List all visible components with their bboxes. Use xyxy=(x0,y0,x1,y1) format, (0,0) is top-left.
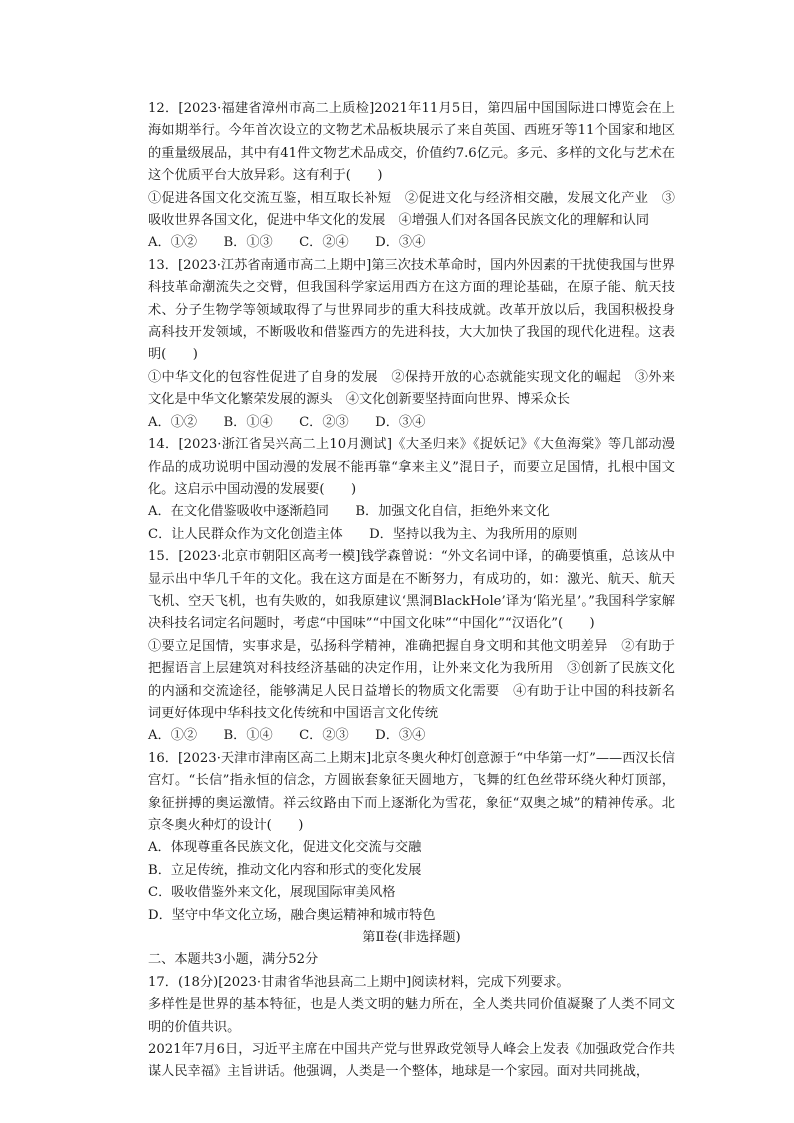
question-17-paragraph-1: 多样性是世界的基本特征，也是人类文明的魅力所在，全人类共同价值凝聚了人类不同文明的价值共识。 xyxy=(148,997,675,1035)
question-12-choices: A．①② B．①③ C．②④ D．③④ xyxy=(148,235,426,251)
document-page xyxy=(148,98,675,1084)
question-16-choice-c: C．吸收借鉴外来文化，展现国际审美风格 xyxy=(148,885,396,901)
question-12-items: ①促进各国文化交流互鉴，相互取长补短 ②促进文化与经济相交融，发展文化产业 ③吸收世界各国文化，促进中华文化的发展 ④增强人们对各国各民族文化的理解和认同 xyxy=(148,190,675,229)
question-15-stem: 15．[2023·北京市朝阳区高考一模]钱学森曾说：“外文名词中译，的确要慎重，总该从中显示出中华几千年的文化。我在这方面是在不断努力，有成功的，如：激光、航天、航天飞机、空天飞机，也有失败的，如我原建议‘黑洞BlackHole’译为‘陷光星’。”我国科学家解决科技名词定名问题时，考虑“中国味”“中国文化味”“中国化”“汉语化”( ) xyxy=(148,549,675,632)
question-16-choice-b: B．立足传统，推动文化内容和形式的变化发展 xyxy=(148,862,422,878)
question-17-stem: 17．(18分)[2023·甘肃省华池县高二上期中]阅读材料，完成下列要求。 xyxy=(148,974,570,990)
question-13-stem: 13．[2023·江苏省南通市高二上期中]第三次技术革命时，国内外因素的干扰使我国与世界科技革命潮流失之交臂，但我国科学家运用西方在这方面的理论基础，在原子能、航天技术、分子生物学等领域取得了与世界同步的重大科技成就。改革开放以后，我国积极投身高科技开发领域，不断吸收和借鉴西方的先进科技，大大加快了我国的现代化进程。这表明( ) xyxy=(148,257,675,363)
question-13-choices: A．①② B．①④ C．②③ D．③④ xyxy=(148,414,426,430)
question-15-choices: A．①② B．①④ C．②③ D．③④ xyxy=(148,728,426,744)
question-16-choice-a: A．体现尊重各民族文化，促进文化交流与交融 xyxy=(148,840,422,856)
question-12-stem: 12．[2023·福建省漳州市高二上质检]2021年11月5日，第四届中国国际进口博览会在上海如期举行。今年首次设立的文物艺术品板块展示了来自英国、西班牙等11个国家和地区的重量级展品，其中有41件文物艺术品成交，价值约7.6亿元。多元、多样的文化与艺术在这个优质平台大放异彩。这有利于( ) xyxy=(148,101,675,184)
question-16-stem: 16．[2023·天津市津南区高二上期末]北京冬奥火种灯创意源于“中华第一灯”——西汉长信宫灯。“长信”指永恒的信念，方圆嵌套象征天圆地方，飞舞的红色丝带环绕火种灯顶部，象征拼搏的奥运激情。祥云纹路由下而上逐渐化为雪花，象征“双奥之城”的精神传承。北京冬奥火种灯的设计( ) xyxy=(148,750,675,833)
section-intro: 二、本题共3小题，满分52分 xyxy=(148,952,319,968)
section-title: 第Ⅱ卷(非选择题) xyxy=(362,930,461,946)
question-17-paragraph-2: 2021年7月6日，习近平主席在中国共产党与世界政党领导人峰会上发表《加强政党合作共谋人民幸福》主旨讲话。他强调，人类是一个整体，地球是一个家园。面对共同挑战， xyxy=(148,1042,675,1080)
question-16-choice-d: D．坚守中华文化立场，融合奥运精神和城市特色 xyxy=(148,907,436,923)
question-14-choice-line-1: A．在文化借鉴吸收中逐渐趋同 B．加强文化自信，拒绝外来文化 xyxy=(148,504,550,520)
question-14-stem: 14．[2023·浙江省吴兴高二上10月测试]《大圣归来》《捉妖记》《大鱼海棠》等几部动漫作品的成功说明中国动漫的发展不能再靠“拿来主义”混日子，而要立足国情，扎根中国文化。这启示中国动漫的发展要( ) xyxy=(148,437,675,497)
question-15-items: ①要立足国情，实事求是，弘扬科学精神，准确把握自身文明和其他文明差异 ②有助于把握语言上层建筑对科技经济基础的决定作用，让外来文化为我所用 ③创新了民族文化的内涵和交流途径，能够满足人民日益增长的物质文化需要 ④有助于让中国的科技新名词更好体现中华科技文化传统和中国语言文化传统 xyxy=(148,638,675,721)
question-14-choice-line-2: C．让人民群众作为文化创造主体 D．坚持以我为主、为我所用的原则 xyxy=(148,526,578,542)
question-13-items: ①中华文化的包容性促进了自身的发展 ②保持开放的心态就能实现文化的崛起 ③外来文化是中华文化繁荣发展的源头 ④文化创新要坚持面向世界、博采众长 xyxy=(148,369,675,408)
